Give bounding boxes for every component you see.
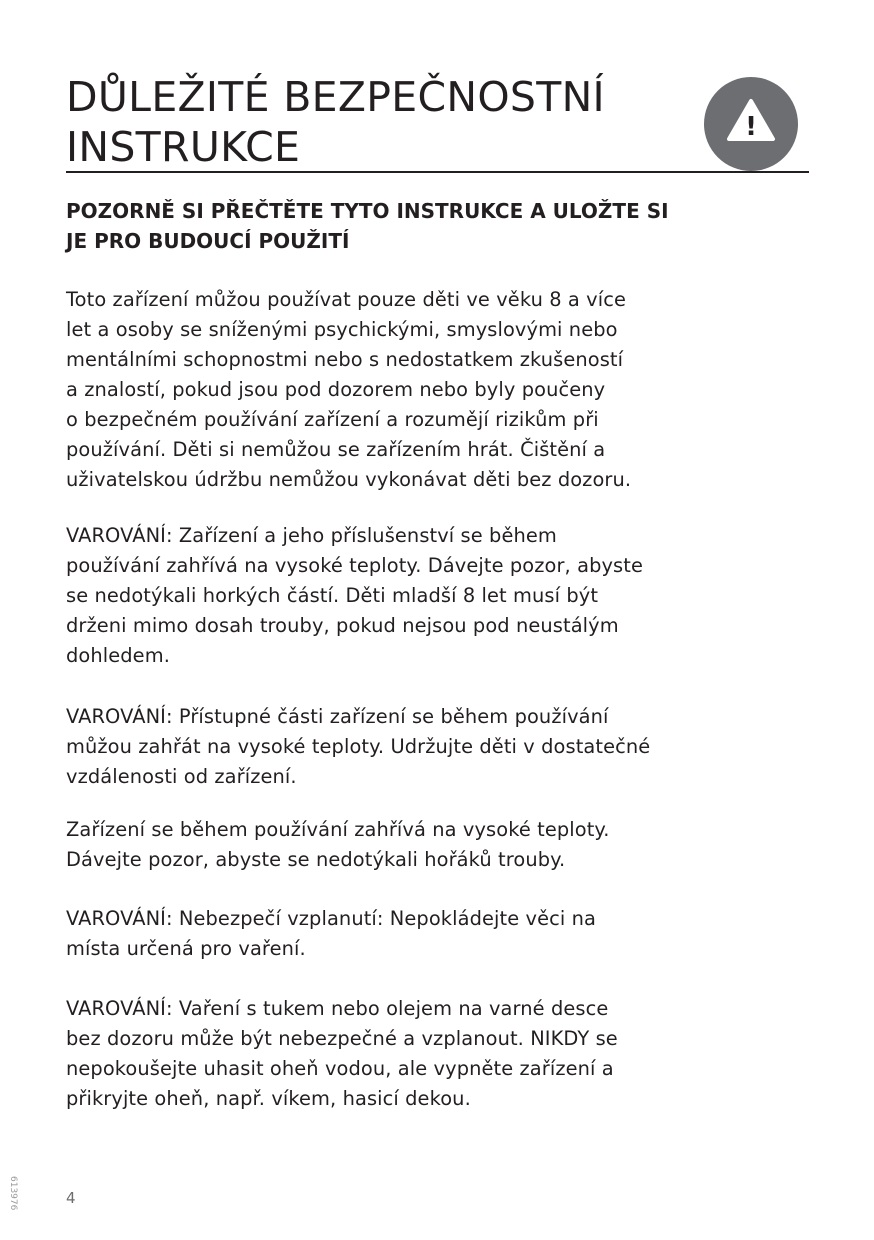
paragraph-line: uživatelskou údržbu nemůžou vykonávat děti bez dozoru.: [66, 468, 632, 491]
paragraph-warning-accessible-parts: [66, 702, 650, 792]
paragraph-warning-fire-hazard: [66, 904, 596, 964]
paragraph-line: VAROVÁNÍ: Vaření s tukem nebo olejem na varné desce: [66, 997, 609, 1020]
subtitle-line-2: JE PRO BUDOUCÍ POUŽITÍ: [66, 229, 350, 253]
paragraph-line: vzdálenosti od zařízení.: [66, 765, 297, 788]
document-code: 613976: [8, 1176, 18, 1211]
paragraph-line: bez dozoru může být nebezpečné a vzplanout. NIKDY se: [66, 1027, 618, 1050]
paragraph-line: Dávejte pozor, abyste se nedotýkali hořáků trouby.: [66, 848, 566, 871]
paragraph-line: drženi mimo dosah trouby, pokud nejsou pod neustálým: [66, 614, 619, 637]
paragraph-line: o bezpečném používání zařízení a rozumějí rizikům při: [66, 408, 599, 431]
paragraph-line: používání. Děti si nemůžou se zařízením hrát. Čištění a: [66, 438, 606, 461]
paragraph-line: místa určená pro vaření.: [66, 937, 306, 960]
warning-icon-mark: !: [745, 112, 757, 142]
paragraph-line: nepokoušejte uhasit oheň vodou, ale vypněte zařízení a: [66, 1057, 614, 1080]
paragraph-line: Zařízení se během používání zahřívá na vysoké teploty.: [66, 818, 610, 841]
paragraph-line: můžou zahřát na vysoké teploty. Udržujte děti v dostatečné: [66, 735, 651, 758]
paragraph-line: mentálními schopnostmi nebo s nedostatkem zkušeností: [66, 348, 624, 371]
paragraph-line: dohledem.: [66, 644, 170, 667]
subtitle-line-1: POZORNĚ SI PŘEČTĚTE TYTO INSTRUKCE A ULOŽTE SI: [66, 199, 669, 223]
paragraph-line: Toto zařízení můžou používat pouze děti ve věku 8 a více: [66, 288, 627, 311]
title-underline: [66, 171, 809, 173]
paragraph-children-supervision: [66, 285, 631, 495]
page-title: [66, 72, 605, 172]
page-title-line-1: DŮLEŽITÉ BEZPEČNOSTNÍ: [66, 73, 605, 121]
paragraph-line: VAROVÁNÍ: Nebezpečí vzplanutí: Nepokládejte věci na: [66, 907, 597, 930]
warning-exclamation-icon: [702, 75, 800, 173]
paragraph-line: používání zahřívá na vysoké teploty. Dávejte pozor, abyste: [66, 554, 643, 577]
page-number: 4: [66, 1189, 76, 1207]
paragraph-line: a znalostí, pokud jsou pod dozorem nebo byly poučeny: [66, 378, 606, 401]
page-title-line-2: INSTRUKCE: [66, 123, 301, 171]
paragraph-line: přikryjte oheň, např. víkem, hasicí dekou.: [66, 1087, 471, 1110]
paragraph-line: VAROVÁNÍ: Přístupné části zařízení se během používání: [66, 705, 609, 728]
paragraph-warning-hot-accessories: [66, 521, 643, 671]
paragraph-warning-oil-fire: [66, 994, 618, 1114]
section-subtitle: [66, 196, 806, 256]
paragraph-hot-burners: [66, 815, 610, 875]
paragraph-line: let a osoby se sníženými psychickými, smyslovými nebo: [66, 318, 618, 341]
paragraph-line: se nedotýkali horkých částí. Děti mladší 8 let musí být: [66, 584, 599, 607]
paragraph-line: VAROVÁNÍ: Zařízení a jeho příslušenství se během: [66, 524, 557, 547]
